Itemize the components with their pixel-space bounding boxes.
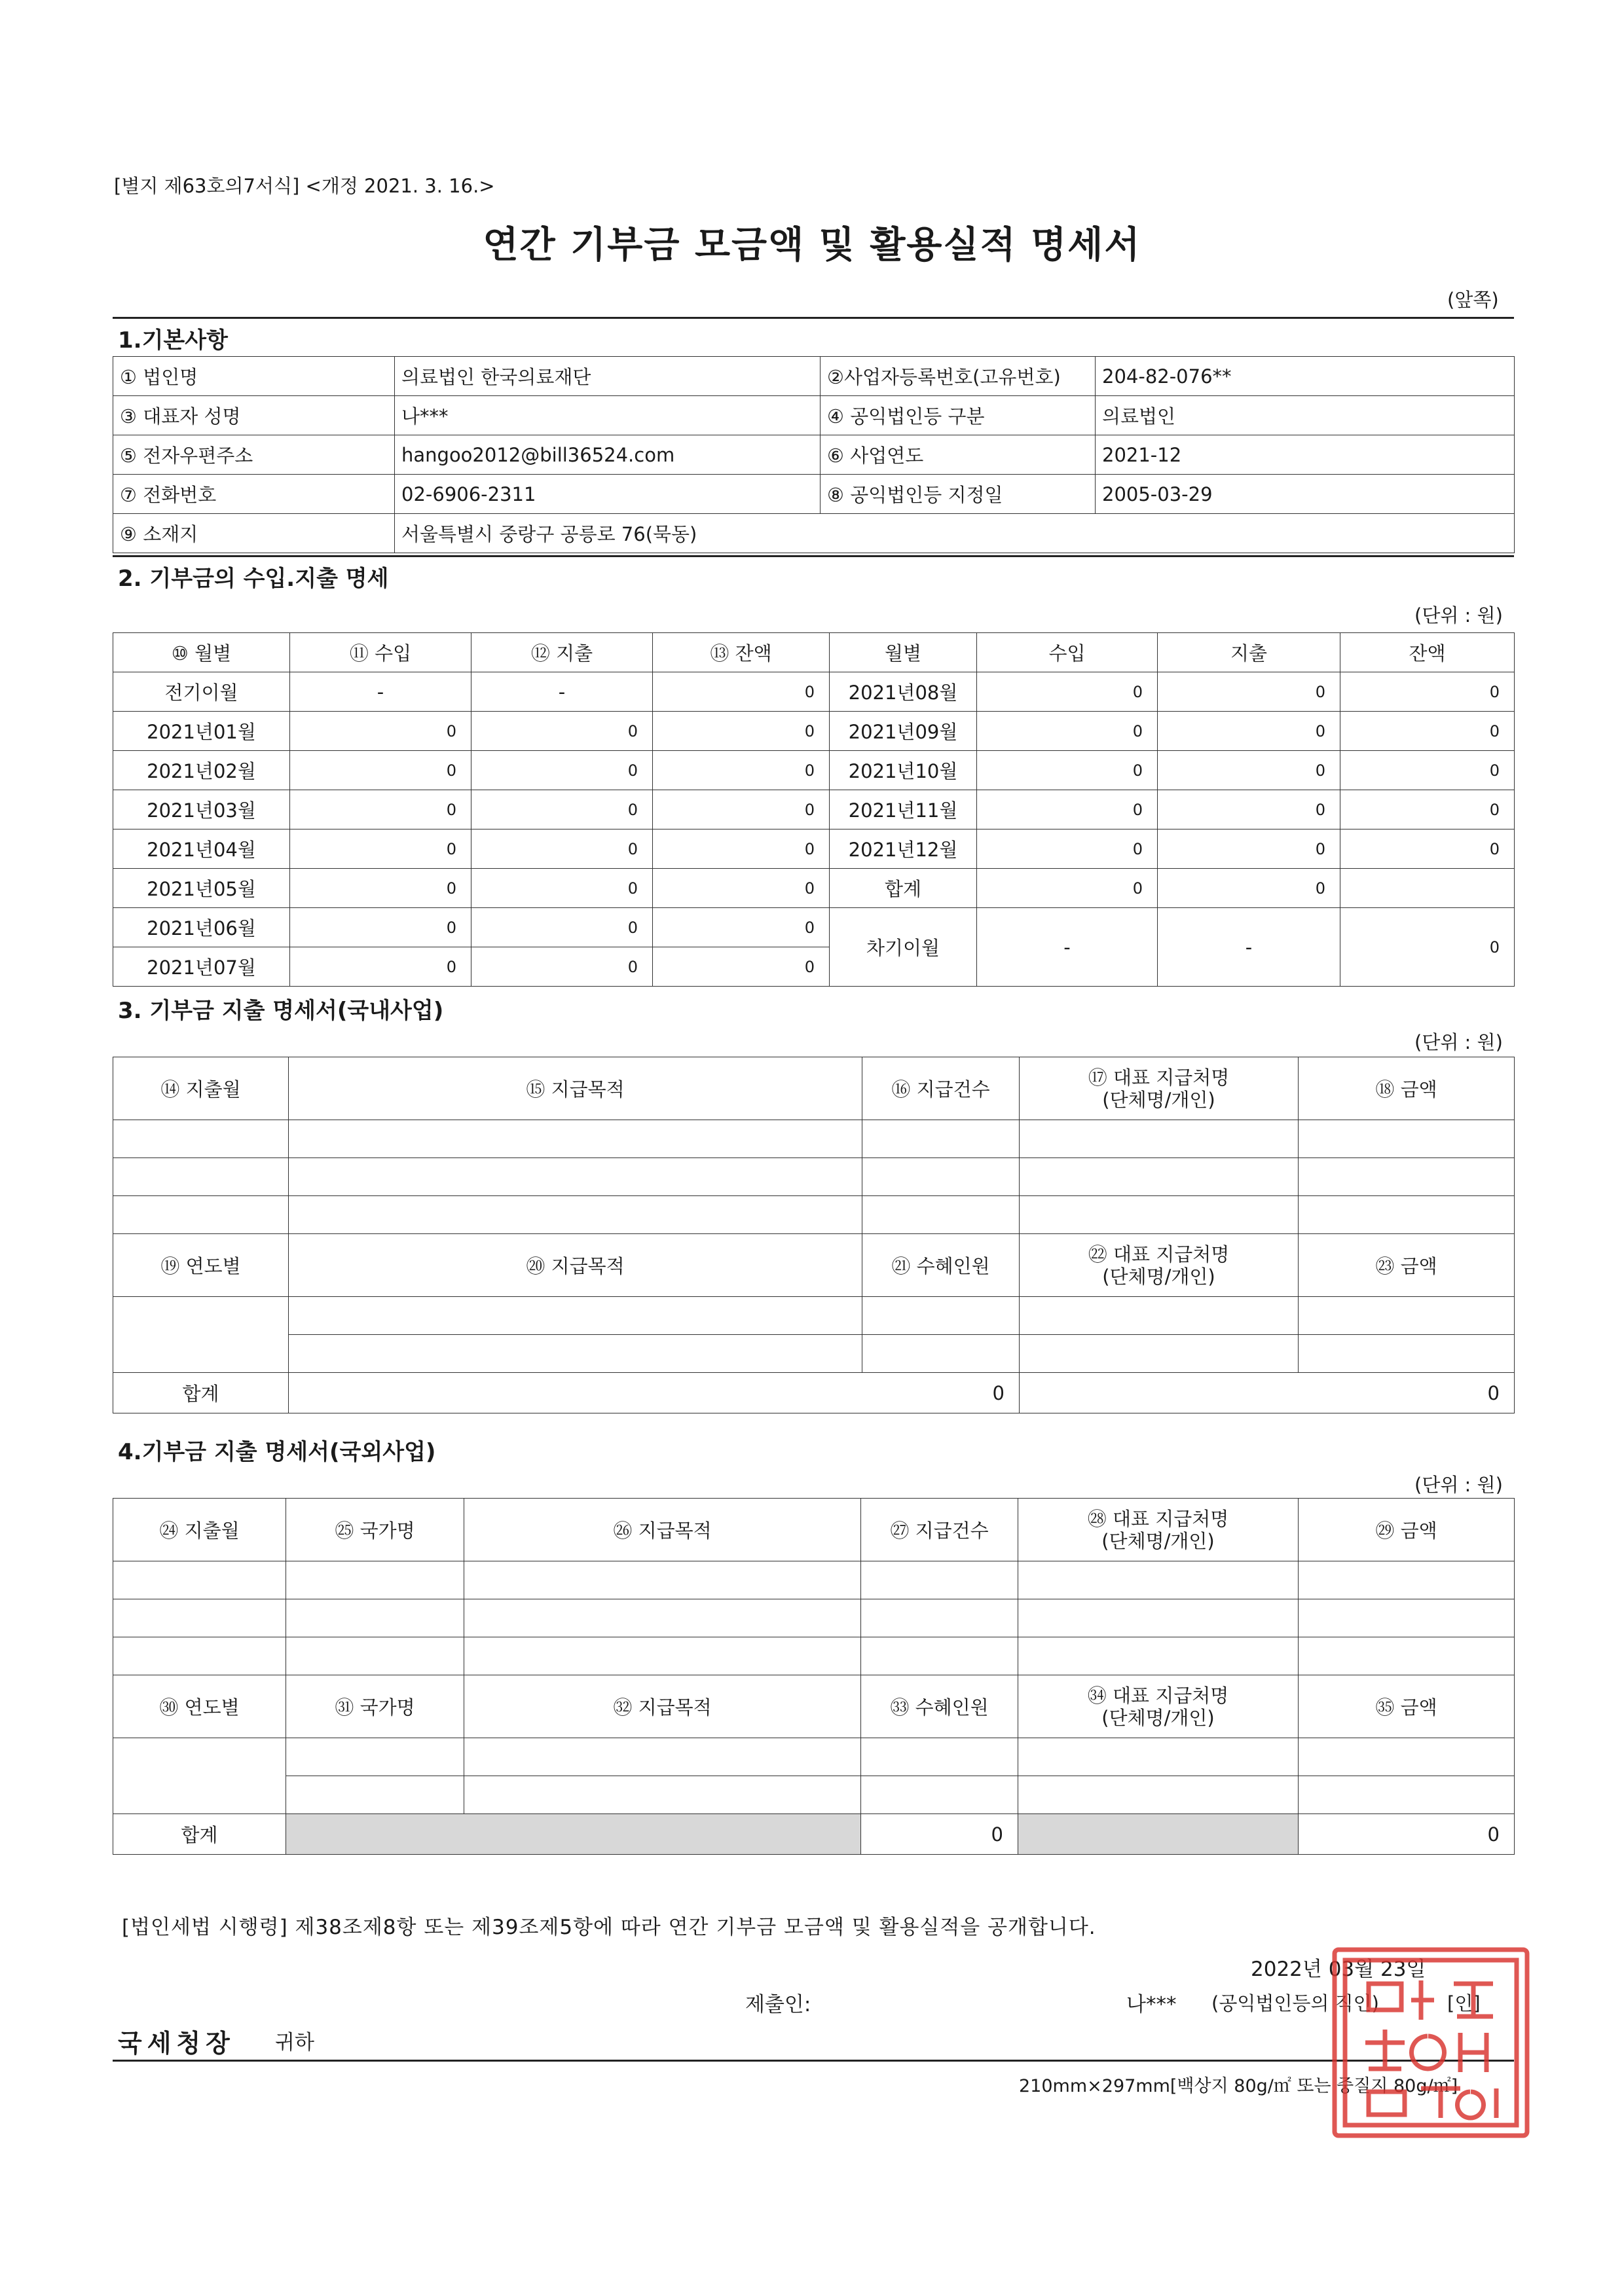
total-count: 0	[289, 1373, 1020, 1413]
footer-rule	[113, 2060, 1514, 2062]
corp-name-value: 의료법인 한국의료재단	[395, 357, 821, 396]
submitter-label: 제출인:	[745, 1993, 811, 2016]
section4-unit: (단위 : 원)	[1414, 1474, 1503, 1496]
income-header-right: 수입	[977, 633, 1158, 672]
total-label-cell: 합계	[830, 869, 977, 908]
recipient-suffix: 귀하	[275, 2031, 314, 2054]
business-number-value: 204-82-076**	[1096, 357, 1515, 396]
balance-cell: 0	[653, 751, 830, 790]
representative-value: 나***	[395, 396, 821, 435]
expense-cell: 0	[471, 751, 653, 790]
month-cell: 전기이월	[113, 672, 290, 712]
balance-cell: 0	[1340, 672, 1515, 712]
income-cell: 0	[977, 712, 1158, 751]
recipient-header-line1: ⑰ 대표 지급처명	[1088, 1066, 1230, 1089]
expense-cell: 0	[471, 947, 653, 987]
table-row	[113, 1158, 1515, 1196]
total-income-cell: 0	[977, 869, 1158, 908]
month-cell: 2021년03월	[113, 790, 290, 829]
section2-top-rule	[113, 555, 1514, 557]
income-cell: -	[290, 672, 471, 712]
table-row	[113, 672, 1515, 712]
income-cell: 0	[290, 829, 471, 869]
recipient-header-2	[1018, 1675, 1299, 1738]
date-month: 03월	[1328, 1958, 1375, 1981]
submitter-name: 나***	[1126, 1993, 1177, 2016]
month-cell: 2021년04월	[113, 829, 290, 869]
income-cell: 0	[977, 829, 1158, 869]
table-row	[113, 1776, 1515, 1814]
payment-purpose-header: ⑮ 지급목적	[289, 1057, 862, 1120]
table-row	[113, 1561, 1515, 1599]
expense-cell: 0	[1158, 672, 1340, 712]
beneficiaries-header: ㉝ 수혜인원	[861, 1675, 1018, 1738]
expense-cell: 0	[471, 869, 653, 908]
total-amount: 0	[1020, 1373, 1515, 1413]
table-row	[113, 712, 1515, 751]
table-row	[113, 829, 1515, 869]
section3-heading: 3. 기부금 지출 명세서(국내사업)	[118, 998, 444, 1024]
total-amount: 0	[1299, 1814, 1515, 1855]
income-cell: 0	[290, 751, 471, 790]
table-row	[113, 1196, 1515, 1234]
recipient-header-line1: ㉘ 대표 지급처명	[1087, 1507, 1229, 1530]
balance-header-right: 잔액	[1340, 633, 1515, 672]
phone-value: 02-6906-2311	[395, 475, 821, 514]
email-label: ⑤ 전자우편주소	[113, 435, 395, 475]
section1-heading: 1.기본사항	[118, 327, 228, 354]
corp-type-value: 의료법인	[1096, 396, 1515, 435]
income-cell: 0	[290, 712, 471, 751]
total-shaded-cell	[286, 1814, 861, 1855]
balance-cell: 0	[653, 869, 830, 908]
expense-cell: 0	[471, 908, 653, 947]
amount-header: ㉙ 금액	[1299, 1499, 1515, 1561]
month-cell: 2021년05월	[113, 869, 290, 908]
page-side-label: (앞쪽)	[1447, 289, 1499, 311]
date-day: 23일	[1380, 1958, 1426, 1981]
expense-cell: 0	[471, 790, 653, 829]
email-value: hangoo2012@bill36524.com	[395, 435, 821, 475]
month-cell: 2021년01월	[113, 712, 290, 751]
year-header: ㉚ 연도별	[113, 1675, 286, 1738]
seal-mark: [인]	[1447, 1992, 1481, 2014]
payment-purpose-header-2: ⑳ 지급목적	[289, 1234, 862, 1297]
income-cell: 0	[290, 869, 471, 908]
month-cell: 2021년11월	[830, 790, 977, 829]
income-header: ⑪ 수입	[290, 633, 471, 672]
paper-spec: 210mm×297mm[백상지 80g/㎡ 또는 중질지 80g/㎡]	[1019, 2076, 1458, 2096]
recipient-office: 국세청장	[118, 2029, 235, 2058]
total-label: 합계	[113, 1373, 289, 1413]
month-header: ⑩ 월별	[113, 633, 290, 672]
month-cell: 2021년10월	[830, 751, 977, 790]
amount-header-2: ㉟ 금액	[1299, 1675, 1515, 1738]
table-row	[113, 1335, 1515, 1373]
table-row	[113, 869, 1515, 908]
month-cell: 2021년02월	[113, 751, 290, 790]
total-expense-cell: 0	[1158, 869, 1340, 908]
balance-cell: 0	[653, 829, 830, 869]
balance-cell: 0	[1340, 712, 1515, 751]
address-label: ⑨ 소재지	[113, 514, 395, 553]
income-cell: 0	[290, 947, 471, 987]
recipient-header-2	[1020, 1234, 1299, 1297]
balance-cell: 0	[653, 712, 830, 751]
table-row	[113, 1297, 1515, 1335]
balance-cell: 0	[653, 790, 830, 829]
domestic-expense-table	[113, 1057, 1515, 1413]
country-header: ㉕ 국가명	[286, 1499, 464, 1561]
balance-cell: 0	[1340, 751, 1515, 790]
expense-cell: 0	[1158, 790, 1340, 829]
payment-purpose-header: ㉖ 지급목적	[464, 1499, 861, 1561]
balance-cell: 0	[1340, 829, 1515, 869]
amount-header-2: ㉓ 금액	[1299, 1234, 1515, 1297]
month-header-right: 월별	[830, 633, 977, 672]
form-reference: [별지 제63호의7서식] <개정 2021. 3. 16.>	[114, 175, 495, 197]
carry-forward-balance: 0	[1340, 908, 1515, 987]
total-shaded-cell-2	[1018, 1814, 1299, 1855]
month-cell: 2021년06월	[113, 908, 290, 947]
expense-cell: -	[471, 672, 653, 712]
total-row	[113, 1373, 1515, 1413]
section4-heading: 4.기부금 지출 명세서(국외사업)	[118, 1439, 436, 1465]
income-cell: 0	[977, 790, 1158, 829]
expense-cell: 0	[471, 712, 653, 751]
total-row	[113, 1814, 1515, 1855]
phone-label: ⑦ 전화번호	[113, 475, 395, 514]
section1-top-rule	[113, 317, 1514, 319]
payment-count-header: ⑯ 지급건수	[862, 1057, 1020, 1120]
page-title: 연간 기부금 모금액 및 활용실적 명세서	[483, 224, 1141, 266]
carry-forward-income: -	[977, 908, 1158, 987]
income-cell: 0	[977, 751, 1158, 790]
total-label: 합계	[113, 1814, 286, 1855]
recipient-header	[1020, 1057, 1299, 1120]
beneficiaries-header: ㉑ 수혜인원	[862, 1234, 1020, 1297]
table-row	[113, 1637, 1515, 1675]
balance-cell: 0	[653, 947, 830, 987]
income-cell: 0	[290, 790, 471, 829]
corporate-seal-stamp	[1329, 1944, 1532, 2141]
month-cell: 2021년12월	[830, 829, 977, 869]
recipient-header-2-line2: (단체명/개인)	[1102, 1265, 1215, 1288]
month-cell: 2021년09월	[830, 712, 977, 751]
expense-cell: 0	[471, 829, 653, 869]
submitter-role: (공익법인등의 직인)	[1211, 1992, 1379, 2014]
corp-type-label: ④ 공익법인등 구분	[821, 396, 1096, 435]
total-balance-cell	[1340, 869, 1515, 908]
designation-date-label: ⑧ 공익법인등 지정일	[821, 475, 1096, 514]
expense-header-right: 지출	[1158, 633, 1340, 672]
designation-date-value: 2005-03-29	[1096, 475, 1515, 514]
month-cell: 2021년07월	[113, 947, 290, 987]
corp-name-label: ① 법인명	[113, 357, 395, 396]
recipient-header-2-line2: (단체명/개인)	[1101, 1706, 1215, 1729]
section3-unit: (단위 : 원)	[1414, 1031, 1503, 1053]
recipient-header-line2: (단체명/개인)	[1102, 1088, 1215, 1111]
balance-cell: 0	[653, 908, 830, 947]
year-header: ⑲ 연도별	[113, 1234, 289, 1297]
payment-count-header: ㉗ 지급건수	[861, 1499, 1018, 1561]
recipient-header-2-line1: ㉒ 대표 지급처명	[1088, 1243, 1230, 1266]
expense-cell: 0	[1158, 712, 1340, 751]
expense-month-header: ⑭ 지출월	[113, 1057, 289, 1120]
table-row	[113, 908, 1515, 947]
table-row	[113, 1120, 1515, 1158]
business-number-label: ②사업자등록번호(고유번호)	[821, 357, 1096, 396]
representative-label: ③ 대표자 성명	[113, 396, 395, 435]
carry-forward-expense: -	[1158, 908, 1340, 987]
recipient-header	[1018, 1499, 1299, 1561]
income-cell: 0	[977, 672, 1158, 712]
address-value: 서울특별시 중랑구 공릉로 76(묵동)	[395, 514, 1515, 553]
total-count: 0	[861, 1814, 1018, 1855]
fiscal-year-label: ⑥ 사업연도	[821, 435, 1096, 475]
recipient-header-line2: (단체명/개인)	[1101, 1529, 1215, 1552]
section2-heading: 2. 기부금의 수입.지출 명세	[118, 566, 389, 592]
date-year: 2022년	[1251, 1958, 1322, 1981]
basic-info-table	[113, 356, 1515, 553]
expense-cell: 0	[1158, 829, 1340, 869]
amount-header: ⑱ 금액	[1299, 1057, 1515, 1120]
balance-cell: 0	[1340, 790, 1515, 829]
income-cell: 0	[290, 908, 471, 947]
public-disclosure-statement: [법인세법 시행령] 제38조제8항 또는 제39조제5항에 따라 연간 기부금 모금액 및 활용실적을 공개합니다.	[122, 1916, 1096, 1939]
payment-purpose-header-2: ㉜ 지급목적	[464, 1675, 861, 1738]
table-row	[113, 1738, 1515, 1776]
recipient-header-2-line1: ㉞ 대표 지급처명	[1087, 1684, 1229, 1707]
expense-month-header: ㉔ 지출월	[113, 1499, 286, 1561]
income-expense-table	[113, 632, 1515, 987]
section2-unit: (단위 : 원)	[1414, 604, 1503, 627]
table-row	[113, 790, 1515, 829]
table-row	[113, 1599, 1515, 1637]
month-cell: 2021년08월	[830, 672, 977, 712]
expense-cell: 0	[1158, 751, 1340, 790]
country-header-2: ㉛ 국가명	[286, 1675, 464, 1738]
balance-header: ⑬ 잔액	[653, 633, 830, 672]
carry-forward-label: 차기이월	[830, 908, 977, 987]
table-row	[113, 751, 1515, 790]
expense-header: ⑫ 지출	[471, 633, 653, 672]
fiscal-year-value: 2021-12	[1096, 435, 1515, 475]
balance-cell: 0	[653, 672, 830, 712]
overseas-expense-table	[113, 1498, 1515, 1855]
